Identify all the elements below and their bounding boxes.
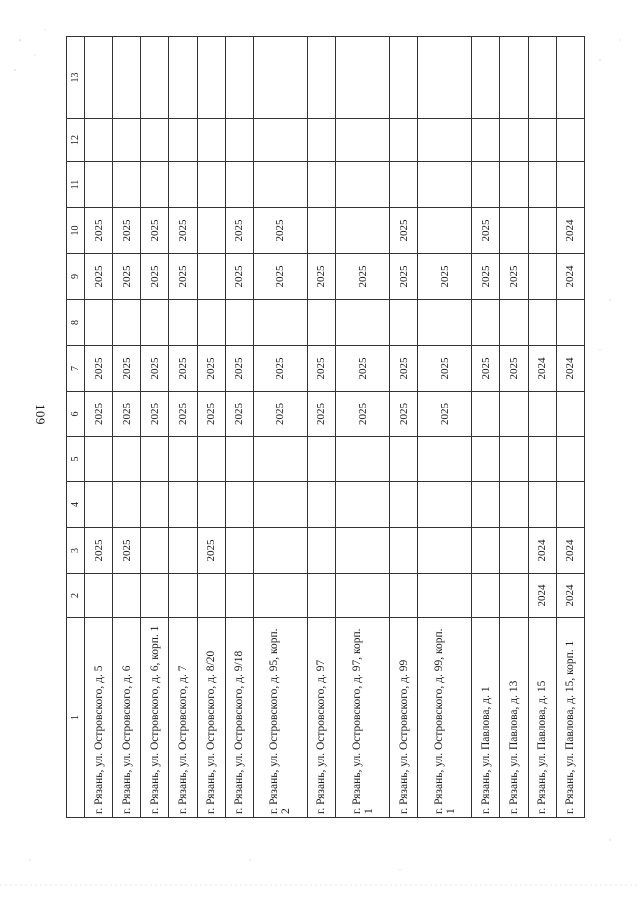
year-cell <box>418 37 472 119</box>
year-cell <box>472 392 500 437</box>
header-cell: 11 <box>67 162 85 208</box>
year-cell <box>307 437 335 482</box>
year-cell <box>225 528 253 574</box>
year-cell: 2025 <box>197 392 225 437</box>
year-cell <box>113 482 141 528</box>
year-cell: 2025 <box>85 528 113 574</box>
year-cell: 2025 <box>225 254 253 300</box>
year-cell <box>500 574 528 618</box>
year-cell: 2025 <box>307 346 335 392</box>
year-cell <box>528 119 556 162</box>
year-cell: 2025 <box>169 346 197 392</box>
year-cell <box>418 528 472 574</box>
address-cell: г. Рязань, ул. Островского, д. 95, корп. 2 <box>253 618 307 818</box>
year-cell <box>253 482 307 528</box>
address-cell: г. Рязань, ул. Островского, д. 9/18 <box>225 618 253 818</box>
year-cell <box>335 119 389 162</box>
table-row <box>141 37 169 818</box>
year-cell <box>113 300 141 346</box>
year-cell: 2025 <box>85 208 113 254</box>
year-cell <box>418 574 472 618</box>
year-cell <box>225 482 253 528</box>
year-cell: 2025 <box>418 392 472 437</box>
year-cell: 2025 <box>225 346 253 392</box>
year-cell: 2025 <box>253 208 307 254</box>
header-cell: 8 <box>67 300 85 346</box>
header-row <box>67 37 85 818</box>
table-row <box>85 37 113 818</box>
year-cell: 2025 <box>418 254 472 300</box>
year-cell <box>113 37 141 119</box>
year-cell: 2025 <box>390 208 418 254</box>
year-cell <box>335 37 389 119</box>
year-cell: 2025 <box>169 254 197 300</box>
year-cell <box>253 437 307 482</box>
year-cell <box>500 528 528 574</box>
year-cell: 2025 <box>225 208 253 254</box>
year-cell <box>500 119 528 162</box>
year-cell <box>335 574 389 618</box>
year-cell <box>418 162 472 208</box>
year-cell <box>169 162 197 208</box>
table-row <box>472 37 500 818</box>
year-cell <box>113 574 141 618</box>
year-cell <box>500 162 528 208</box>
year-cell: 2025 <box>390 346 418 392</box>
header-cell: 13 <box>67 37 85 119</box>
year-cell <box>472 37 500 119</box>
table-row <box>500 37 528 818</box>
year-cell <box>225 162 253 208</box>
year-cell <box>169 119 197 162</box>
year-cell <box>418 119 472 162</box>
address-cell: г. Рязань, ул. Павлова, д. 15, корп. 1 <box>556 618 584 818</box>
repair-schedule-table <box>66 36 585 818</box>
year-cell: 2025 <box>472 208 500 254</box>
year-cell <box>85 119 113 162</box>
table-row <box>390 37 418 818</box>
header-cell: 2 <box>67 574 85 618</box>
year-cell <box>85 482 113 528</box>
year-cell <box>141 528 169 574</box>
year-cell <box>390 119 418 162</box>
table-row <box>528 37 556 818</box>
year-cell <box>169 37 197 119</box>
table-row <box>307 37 335 818</box>
year-cell <box>113 162 141 208</box>
year-cell: 2025 <box>472 254 500 300</box>
year-cell <box>500 482 528 528</box>
address-cell: г. Рязань, ул. Островского, д. 97 <box>307 618 335 818</box>
table-row <box>169 37 197 818</box>
year-cell <box>141 482 169 528</box>
year-cell <box>307 574 335 618</box>
year-cell <box>253 119 307 162</box>
year-cell <box>472 574 500 618</box>
year-cell <box>472 528 500 574</box>
year-cell <box>85 162 113 208</box>
year-cell <box>169 574 197 618</box>
year-cell <box>85 300 113 346</box>
year-cell <box>335 300 389 346</box>
year-cell: 2025 <box>113 528 141 574</box>
year-cell <box>500 37 528 119</box>
address-cell: г. Рязань, ул. Павлова, д. 15 <box>528 618 556 818</box>
year-cell <box>225 437 253 482</box>
year-cell <box>169 437 197 482</box>
year-cell: 2025 <box>253 346 307 392</box>
address-cell: г. Рязань, ул. Островского, д. 7 <box>169 618 197 818</box>
year-cell <box>225 574 253 618</box>
year-cell <box>197 162 225 208</box>
year-cell <box>85 437 113 482</box>
header-cell: 12 <box>67 119 85 162</box>
year-cell <box>169 528 197 574</box>
year-cell <box>113 437 141 482</box>
year-cell <box>141 300 169 346</box>
year-cell <box>253 574 307 618</box>
year-cell <box>500 437 528 482</box>
year-cell <box>197 208 225 254</box>
year-cell: 2024 <box>528 574 556 618</box>
address-cell: г. Рязань, ул. Павлова, д. 13 <box>500 618 528 818</box>
year-cell <box>307 300 335 346</box>
header-cell: 1 <box>67 618 85 818</box>
year-cell <box>335 437 389 482</box>
year-cell <box>556 119 584 162</box>
year-cell <box>500 392 528 437</box>
address-cell: г. Рязань, ул. Островского, д. 6 <box>113 618 141 818</box>
year-cell <box>390 162 418 208</box>
year-cell <box>500 300 528 346</box>
table-row <box>556 37 584 818</box>
table-row <box>113 37 141 818</box>
year-cell <box>197 254 225 300</box>
year-cell <box>141 119 169 162</box>
year-cell <box>197 574 225 618</box>
year-cell <box>253 300 307 346</box>
year-cell <box>197 119 225 162</box>
year-cell: 2024 <box>556 346 584 392</box>
year-cell <box>197 482 225 528</box>
year-cell <box>472 119 500 162</box>
year-cell: 2025 <box>197 528 225 574</box>
year-cell: 2025 <box>307 392 335 437</box>
year-cell <box>307 482 335 528</box>
year-cell: 2025 <box>335 392 389 437</box>
year-cell <box>418 437 472 482</box>
year-cell <box>500 208 528 254</box>
year-cell <box>335 208 389 254</box>
year-cell <box>307 208 335 254</box>
header-cell: 7 <box>67 346 85 392</box>
year-cell <box>335 162 389 208</box>
year-cell: 2024 <box>556 254 584 300</box>
year-cell: 2025 <box>141 392 169 437</box>
address-cell: г. Рязань, ул. Островского, д. 5 <box>85 618 113 818</box>
year-cell: 2025 <box>169 392 197 437</box>
address-cell: г. Рязань, ул. Островского, д. 97, корп. 1 <box>335 618 389 818</box>
header-cell: 6 <box>67 392 85 437</box>
table-row <box>418 37 472 818</box>
year-cell <box>556 300 584 346</box>
year-cell <box>253 37 307 119</box>
year-cell: 2025 <box>113 392 141 437</box>
year-cell: 2024 <box>556 528 584 574</box>
year-cell: 2024 <box>556 208 584 254</box>
table-row <box>225 37 253 818</box>
year-cell: 2025 <box>225 392 253 437</box>
year-cell <box>113 119 141 162</box>
year-cell <box>418 482 472 528</box>
header-cell: 4 <box>67 482 85 528</box>
year-cell <box>197 37 225 119</box>
year-cell <box>418 300 472 346</box>
year-cell <box>528 482 556 528</box>
year-cell <box>307 528 335 574</box>
header-cell: 5 <box>67 437 85 482</box>
year-cell: 2025 <box>390 392 418 437</box>
year-cell <box>556 482 584 528</box>
year-cell <box>472 437 500 482</box>
year-cell <box>528 162 556 208</box>
year-cell: 2025 <box>113 346 141 392</box>
year-cell <box>169 300 197 346</box>
year-cell <box>556 37 584 119</box>
year-cell: 2025 <box>418 346 472 392</box>
year-cell <box>390 528 418 574</box>
year-cell <box>472 300 500 346</box>
year-cell: 2024 <box>556 574 584 618</box>
year-cell <box>390 482 418 528</box>
year-cell <box>307 162 335 208</box>
year-cell <box>335 528 389 574</box>
year-cell <box>141 37 169 119</box>
header-cell: 10 <box>67 208 85 254</box>
year-cell: 2025 <box>85 392 113 437</box>
year-cell <box>528 300 556 346</box>
year-cell <box>307 37 335 119</box>
year-cell <box>556 162 584 208</box>
year-cell: 2025 <box>500 254 528 300</box>
table-rotated-container <box>66 37 585 818</box>
year-cell <box>141 162 169 208</box>
year-cell: 2025 <box>113 254 141 300</box>
address-cell: г. Рязань, ул. Островского, д. 6, корп. 1 <box>141 618 169 818</box>
year-cell: 2025 <box>141 254 169 300</box>
year-cell <box>335 482 389 528</box>
year-cell <box>225 119 253 162</box>
table-row <box>335 37 389 818</box>
year-cell: 2025 <box>500 346 528 392</box>
header-cell: 9 <box>67 254 85 300</box>
year-cell: 2025 <box>169 208 197 254</box>
year-cell: 2025 <box>307 254 335 300</box>
year-cell <box>85 574 113 618</box>
year-cell <box>528 37 556 119</box>
year-cell: 2025 <box>335 254 389 300</box>
year-cell: 2025 <box>85 346 113 392</box>
year-cell: 2025 <box>141 346 169 392</box>
year-cell <box>85 37 113 119</box>
year-cell <box>528 437 556 482</box>
year-cell <box>528 208 556 254</box>
year-cell: 2025 <box>113 208 141 254</box>
year-cell <box>225 300 253 346</box>
year-cell <box>307 119 335 162</box>
year-cell: 2024 <box>528 528 556 574</box>
year-cell <box>141 574 169 618</box>
year-cell: 2025 <box>253 392 307 437</box>
address-cell: г. Рязань, ул. Островского, д. 99 <box>390 618 418 818</box>
year-cell <box>528 254 556 300</box>
year-cell: 2024 <box>528 346 556 392</box>
year-cell <box>390 574 418 618</box>
year-cell: 2025 <box>390 254 418 300</box>
page-number: 109 <box>33 404 48 425</box>
address-cell: г. Рязань, ул. Островского, д. 99, корп. 1 <box>418 618 472 818</box>
address-cell: г. Рязань, ул. Островского, д. 8/20 <box>197 618 225 818</box>
year-cell <box>197 437 225 482</box>
table-row <box>253 37 307 818</box>
year-cell <box>556 437 584 482</box>
year-cell <box>390 437 418 482</box>
year-cell: 2025 <box>85 254 113 300</box>
table-row <box>197 37 225 818</box>
year-cell: 2025 <box>141 208 169 254</box>
year-cell <box>472 162 500 208</box>
year-cell <box>390 37 418 119</box>
year-cell <box>141 437 169 482</box>
year-cell <box>472 482 500 528</box>
year-cell <box>528 392 556 437</box>
year-cell: 2025 <box>253 254 307 300</box>
year-cell: 2025 <box>335 346 389 392</box>
year-cell: 2025 <box>197 346 225 392</box>
year-cell <box>253 162 307 208</box>
year-cell <box>225 37 253 119</box>
year-cell <box>253 528 307 574</box>
header-cell: 3 <box>67 528 85 574</box>
year-cell <box>418 208 472 254</box>
year-cell <box>556 392 584 437</box>
year-cell: 2025 <box>472 346 500 392</box>
address-cell: г. Рязань, ул. Павлова, д. 1 <box>472 618 500 818</box>
year-cell <box>197 300 225 346</box>
year-cell <box>169 482 197 528</box>
year-cell <box>390 300 418 346</box>
